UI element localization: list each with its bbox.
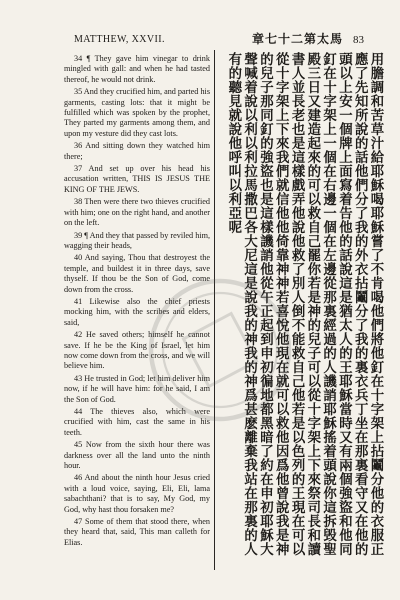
verse-47: 47 Some of them that stood there, when they heard that, said, This man calleth for Elias. (64, 517, 210, 547)
verse-42: 42 He saved others; himself he cannot save. If he be the King of Israel, let him now come down from the cross, and we will believe him. (64, 330, 210, 371)
verse-44: 44 The thieves also, which were crucified with him, cast the same in his teeth. (64, 407, 210, 437)
chinese-text: 用膽調和苦草汁給耶穌喝耶穌嘗了不肯喝他們將他釘在十字架上拈鬮分他的衣服正應了先知所說的話他們分了我的外衣拈鬮分了我的裏衣兵丁坐在那裏看守又在他的頭以上安一個牌上面寫着告他的話說這是猶太人的王耶穌當時又有兩個強盜和他同釘在十字架上一個在右邊一個在左邊從那裏經過的人譏誚耶穌搖着頭說你這拆毁聖殿三日又建造起來的可以救自己罷你若是神的兒子可以從十字架上下來祭司長和讀書人並長老也是這樣戲弄他說他救了別人倒不能救自己他若是以色列的王現在可以從十字架上下來我們就信他他倚靠神神若喜悅他現在就可以救他因爲他曾說我是神的兒子那同釘的強盜也是這樣譏誚他從午正起到申初徧地都黑暗了約在申初耶穌大聲喊着說以利以利拉馬撒巴各大尼這是說我的神我的神爲甚麽離棄我站在那裏的人有的聽見就說他呼叫以利亞呢 (226, 52, 384, 556)
verse-43: 43 He trusted in God; let him deliver him now, if he will have him: for he said, I am the Son of God. (64, 373, 210, 404)
header-chinese: 章七十二第太馬 (252, 32, 344, 46)
header-english: MATTHEW, XXVII. (74, 34, 165, 45)
verse-34: 34 ¶ They gave him vinegar to drink mingled with gall: and when he had tasted thereof, he would not drink. (64, 54, 210, 84)
english-column (64, 54, 210, 564)
verse-36: 36 And sitting down they watched him there; (64, 141, 210, 161)
verse-46: 46 And about the ninth hour Jesus cried with a loud voice, saying, Eli, Eli, lama sabachthani? that is to say, My God, my God, why hast thou forsaken me? (64, 473, 210, 514)
verse-40: 40 And saying, Thou that destroyest the temple, and buildest it in three days, save thyself. If thou be the Son of God, come down from the cross. (64, 253, 210, 294)
verse-41: 41 Likewise also the chief priests mocking him, with the scribes and elders, said, (64, 296, 210, 327)
verse-38: 38 Then were there two thieves crucified with him; one on the right hand, and another on the left. (64, 197, 210, 228)
column-divider (214, 50, 215, 570)
verse-37: 37 And set up over his head his accusation written, THIS IS JESUS THE KING OF THE JEWS. (64, 164, 210, 194)
chinese-column (218, 52, 384, 564)
verse-45: 45 Now from the sixth hour there was darkness over all the land unto the ninth hour. (64, 440, 210, 471)
page-number: 83 (353, 34, 364, 46)
verse-35: 35 And they crucified him, and parted his garments, casting lots: that it might be fulfilled which was spoken by the prophet, They parted my garments among them, and upon my vesture did they cast lots. (64, 87, 210, 138)
verse-39: 39 ¶ And they that passed by reviled him, wagging their heads, (64, 230, 210, 250)
